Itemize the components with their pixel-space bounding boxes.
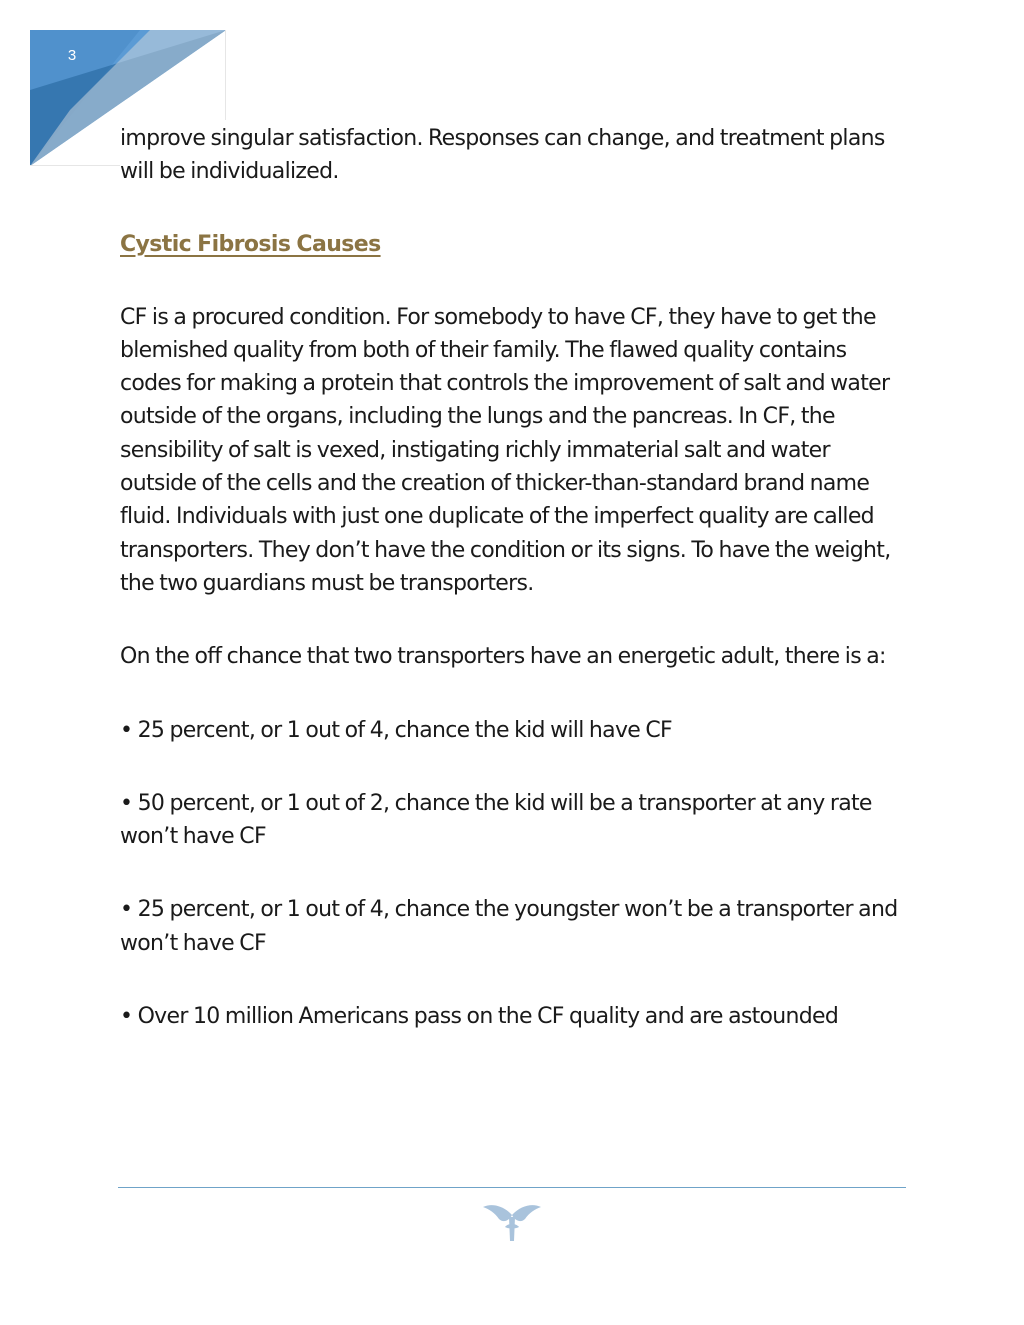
bullet-item: • 25 percent, or 1 out of 4, chance the youngster won’t be a transporter and won’t have CF [120, 897, 898, 956]
tree-sprout-icon [481, 1201, 543, 1245]
page-number: 3 [67, 47, 77, 64]
bullet-item: • 25 percent, or 1 out of 4, chance the kid will have CF [120, 717, 673, 743]
page-content [120, 122, 910, 1033]
footer-divider [118, 1187, 906, 1188]
continued-paragraph: improve singular satisfaction. Responses can change, and treatment plans will be individualized. [120, 126, 885, 185]
bullet-item: • 50 percent, or 1 out of 2, chance the kid will be a transporter at any rate won’t have CF [120, 790, 872, 850]
section-heading: Cystic Fibrosis Causes [120, 231, 381, 257]
bullet-item: • Over 10 million Americans pass on the CF quality and are astounded [120, 1004, 839, 1030]
causes-paragraph: CF is a procured condition. For somebody to have CF, they have to get the blemished quality from both of their family. The flawed quality contains codes for making a protein that controls the improvement of salt and water outside of the organs, including the lungs and the pancreas. In CF, the sensibility of salt is vexed, instigating richly immaterial salt and water outside of the cells and the creation of thicker-than-standard brand name fluid. Individuals with just one duplicate of the imperfect quality are called transporters. They don’t have the condition or its signs. To have the weight, the two guardians must be transporters. [120, 304, 891, 596]
carriers-intro-paragraph: On the off chance that two transporters have an energetic adult, there is a: [120, 644, 886, 670]
